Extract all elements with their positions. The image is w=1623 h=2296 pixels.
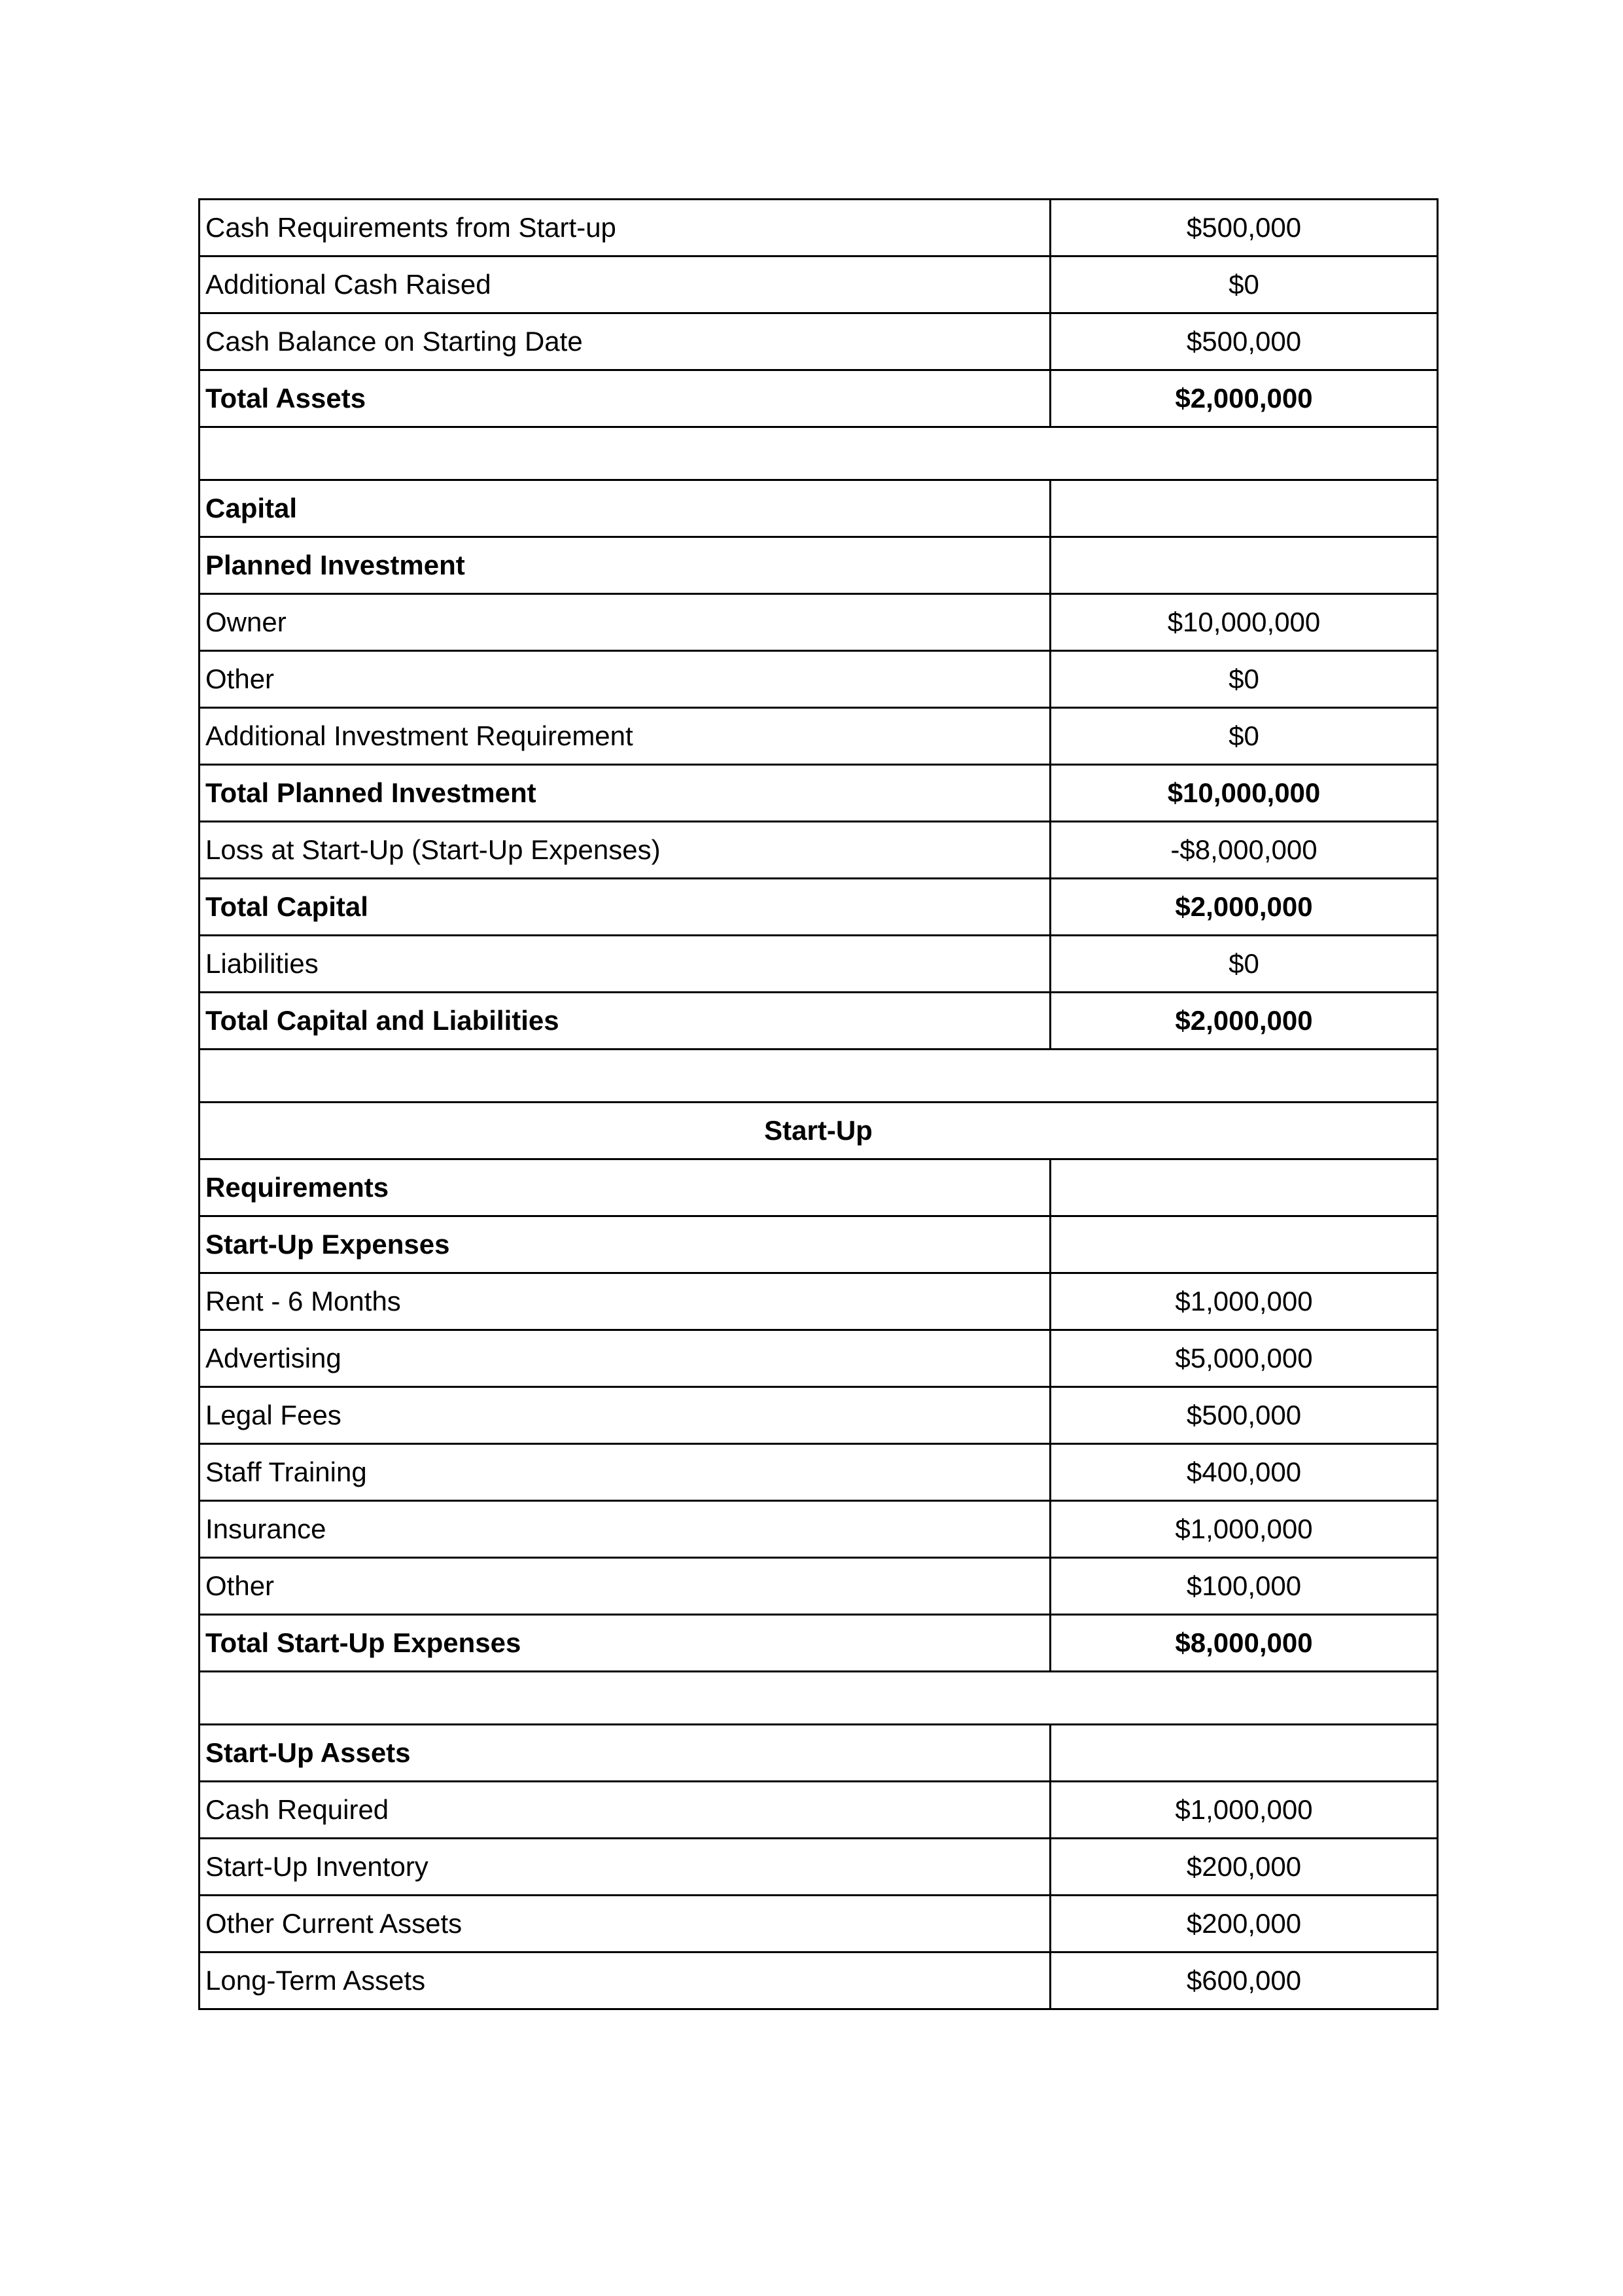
row-label: Total Assets <box>200 370 1051 427</box>
table-row <box>200 313 1438 370</box>
row-value: $500,000 <box>1051 313 1438 370</box>
row-value: $2,000,000 <box>1051 879 1438 936</box>
row-value: $500,000 <box>1051 200 1438 256</box>
table-row <box>200 1782 1438 1839</box>
row-label: Liabilities <box>200 936 1051 993</box>
row-value: $0 <box>1051 708 1438 765</box>
table-row <box>200 822 1438 879</box>
row-label: Legal Fees <box>200 1387 1051 1444</box>
table-row <box>200 480 1438 537</box>
table-row <box>200 1330 1438 1387</box>
table-row <box>200 879 1438 936</box>
row-value: $0 <box>1051 256 1438 313</box>
spacer-row <box>200 1672 1438 1725</box>
table-row <box>200 1615 1438 1672</box>
row-label: Requirements <box>200 1159 1051 1216</box>
financial-table-body <box>200 200 1438 2009</box>
row-label: Additional Cash Raised <box>200 256 1051 313</box>
row-label: Cash Balance on Starting Date <box>200 313 1051 370</box>
row-value: $2,000,000 <box>1051 370 1438 427</box>
row-value: $500,000 <box>1051 1387 1438 1444</box>
row-label: Cash Requirements from Start-up <box>200 200 1051 256</box>
row-value: $1,000,000 <box>1051 1782 1438 1839</box>
table-row <box>200 594 1438 651</box>
row-value <box>1051 537 1438 594</box>
row-label: Total Capital <box>200 879 1051 936</box>
row-value: $2,000,000 <box>1051 993 1438 1050</box>
table-row <box>200 200 1438 256</box>
table-row <box>200 1159 1438 1216</box>
row-value: $0 <box>1051 936 1438 993</box>
row-label: Additional Investment Requirement <box>200 708 1051 765</box>
table-row <box>200 1725 1438 1782</box>
row-label: Start-Up Expenses <box>200 1216 1051 1273</box>
table-row <box>200 1216 1438 1273</box>
table-row <box>200 256 1438 313</box>
row-value <box>1051 1725 1438 1782</box>
spacer-row <box>200 1050 1438 1103</box>
table-row <box>200 936 1438 993</box>
row-label: Long-Term Assets <box>200 1952 1051 2009</box>
row-label: Total Start-Up Expenses <box>200 1615 1051 1672</box>
section-heading: Start-Up <box>200 1103 1438 1159</box>
table-row <box>200 1444 1438 1501</box>
row-label: Other <box>200 1558 1051 1615</box>
table-row <box>200 370 1438 427</box>
row-value: $1,000,000 <box>1051 1501 1438 1558</box>
row-label: Total Planned Investment <box>200 765 1051 822</box>
row-value: $100,000 <box>1051 1558 1438 1615</box>
row-value: $600,000 <box>1051 1952 1438 2009</box>
row-label: Insurance <box>200 1501 1051 1558</box>
row-label: Planned Investment <box>200 537 1051 594</box>
table-row <box>200 537 1438 594</box>
table-row <box>200 1839 1438 1896</box>
row-label: Advertising <box>200 1330 1051 1387</box>
row-label: Loss at Start-Up (Start-Up Expenses) <box>200 822 1051 879</box>
row-value: -$8,000,000 <box>1051 822 1438 879</box>
row-value: $0 <box>1051 651 1438 708</box>
table-row <box>200 651 1438 708</box>
row-label: Cash Required <box>200 1782 1051 1839</box>
row-value: $200,000 <box>1051 1896 1438 1952</box>
row-label: Owner <box>200 594 1051 651</box>
financial-table-container <box>198 198 1437 2010</box>
row-label: Start-Up Assets <box>200 1725 1051 1782</box>
row-label: Rent - 6 Months <box>200 1273 1051 1330</box>
table-row <box>200 1387 1438 1444</box>
spacer-cell <box>200 1050 1438 1103</box>
row-value: $10,000,000 <box>1051 765 1438 822</box>
row-value: $400,000 <box>1051 1444 1438 1501</box>
row-value: $1,000,000 <box>1051 1273 1438 1330</box>
row-value <box>1051 1216 1438 1273</box>
table-row <box>200 993 1438 1050</box>
row-value <box>1051 480 1438 537</box>
row-label: Capital <box>200 480 1051 537</box>
spacer-row <box>200 427 1438 480</box>
table-row <box>200 1273 1438 1330</box>
row-label: Start-Up Inventory <box>200 1839 1051 1896</box>
table-row <box>200 708 1438 765</box>
row-value: $8,000,000 <box>1051 1615 1438 1672</box>
spacer-cell <box>200 427 1438 480</box>
row-value: $10,000,000 <box>1051 594 1438 651</box>
row-label: Staff Training <box>200 1444 1051 1501</box>
row-label: Total Capital and Liabilities <box>200 993 1051 1050</box>
row-label: Other <box>200 651 1051 708</box>
row-value: $5,000,000 <box>1051 1330 1438 1387</box>
table-row <box>200 1501 1438 1558</box>
table-row <box>200 1558 1438 1615</box>
row-value: $200,000 <box>1051 1839 1438 1896</box>
financial-table <box>198 198 1439 2010</box>
spacer-cell <box>200 1672 1438 1725</box>
table-row <box>200 1952 1438 2009</box>
section-heading-row <box>200 1103 1438 1159</box>
table-row <box>200 765 1438 822</box>
table-row <box>200 1896 1438 1952</box>
row-value <box>1051 1159 1438 1216</box>
row-label: Other Current Assets <box>200 1896 1051 1952</box>
